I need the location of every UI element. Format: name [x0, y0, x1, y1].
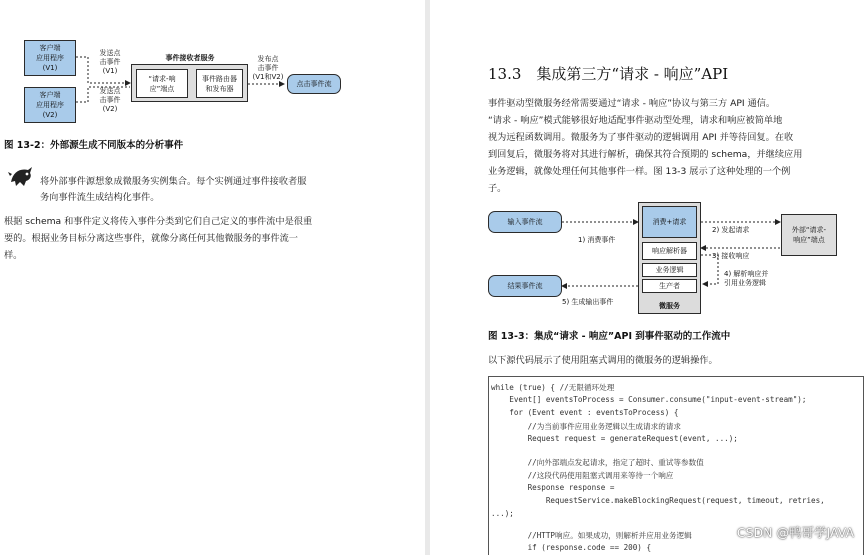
- csdn-watermark: CSDN @鸭哥学JAVA: [736, 525, 854, 540]
- figure-13-2-caption: 图 13-2：外部源生成不同版本的分析事件: [4, 140, 184, 151]
- step1-label: 1) 消费事件: [578, 236, 616, 244]
- code-line: if (response.code == 200) {: [491, 543, 652, 552]
- note-line-1: 将外部事件源想象成微服务实例集合。每个实例通过事件接收者服: [40, 176, 307, 187]
- figure-13-3: [488, 200, 868, 320]
- send-label-v2: 发送点 击事件 (V2): [99, 87, 121, 113]
- code-line: RequestService.makeBlockingRequest(request, timeout, retries,: [491, 496, 825, 505]
- figure-13-2: [0, 0, 425, 135]
- step3-label: 3) 接收响应: [712, 252, 750, 260]
- body-line-1: 根据 schema 和事件定义将传入事件分类到它们自己定义的事件流中是很重: [4, 216, 313, 227]
- right-page: [430, 0, 868, 555]
- note-block: [4, 162, 424, 206]
- raccoon-note-icon: [8, 164, 34, 188]
- intro-line-6: 子。: [488, 183, 507, 194]
- step4-label: 4) 解析响应并 引用业务逻辑: [724, 270, 769, 287]
- body-line-3: 样。: [4, 250, 23, 261]
- input-stream-box: 输入事件流: [488, 211, 562, 233]
- intro-line-2: “请求 - 响应”模式能够很好地适配事件驱动型处理，请求和响应被简单地: [488, 115, 783, 126]
- intro-line-3: 视为远程函数调用。微服务为了事件驱动的逻辑调用 API 并等待回复。在收: [488, 132, 794, 143]
- figure-13-3-caption: 图 13-3：集成“请求 - 响应”API 到事件驱动的工作流中: [488, 331, 731, 342]
- client-v1-box: 客户端 应用程序 (V1): [24, 40, 76, 76]
- intro-line-5: 业务逻辑，就像处理任何其他事件一样。图 13-3 展示了这种处理的一个例: [488, 166, 791, 177]
- click-stream-box: 点击事件流: [287, 74, 341, 94]
- body-line-2: 要的。根据业务目标分离这些事件，就像分离任何其他微服务的事件流一: [4, 233, 298, 244]
- response-parser-box: 响应解析器: [642, 242, 697, 260]
- code-line: while (true) { //无限循环处理: [491, 383, 615, 392]
- code-line: //这段代码使用阻塞式调用来等待一个响应: [491, 471, 674, 480]
- external-endpoint-box: 外部“请求- 响应”端点: [781, 214, 837, 256]
- publish-label: 发布点 击事件 (V1和V2): [252, 55, 284, 81]
- section-heading: 13.3 集成第三方“请求 - 响应”API: [488, 65, 729, 83]
- business-logic-box: 业务逻辑: [642, 263, 697, 277]
- client-v2-box: 客户端 应用程序 (V2): [24, 87, 76, 123]
- endpoint-box: “请求-响 应”端点: [136, 69, 188, 98]
- consume-request-box: 消费+请求: [642, 206, 697, 238]
- microservice-box: 微服务: [638, 202, 701, 314]
- code-line: Response response =: [491, 483, 615, 492]
- send-label-v1: 发送点 击事件 (V1): [99, 49, 121, 75]
- code-line: //HTTP响应。如果成功，则解析并应用业务逻辑: [491, 531, 692, 540]
- code-line: Request request = generateRequest(event, ...);: [491, 434, 738, 443]
- router-box: 事件路由器 和发布器: [196, 69, 243, 98]
- code-intro: 以下源代码展示了使用阻塞式调用的微服务的逻辑操作。: [488, 355, 718, 366]
- code-line: //为当前事件应用业务逻辑以生成请求的请求: [491, 422, 681, 431]
- intro-line-4: 到回复后，微服务将对其进行解析，确保其符合预期的 schema，并继续应用: [488, 149, 803, 160]
- intro-line-1: 事件驱动型微服务经常需要通过“请求 - 响应”协议与第三方 API 通信。: [488, 98, 776, 109]
- code-line: //向外部端点发起请求，指定了超时、重试等参数值: [491, 458, 704, 467]
- producer-box: 生产者: [642, 279, 697, 293]
- code-line: ...);: [491, 509, 514, 518]
- result-stream-box: 结果事件流: [488, 275, 562, 297]
- step2-label: 2) 发起请求: [712, 226, 750, 234]
- code-line: for (Event event : eventsToProcess) {: [491, 408, 679, 417]
- left-page: [0, 0, 425, 555]
- step5-label: 5) 生成输出事件: [562, 298, 614, 306]
- code-line: Event[] eventsToProcess = Consumer.consume("input-event-stream");: [491, 395, 807, 404]
- service-title: 事件接收者服务: [165, 54, 215, 62]
- note-line-2: 务向事件流生成结构化事件。: [40, 192, 160, 203]
